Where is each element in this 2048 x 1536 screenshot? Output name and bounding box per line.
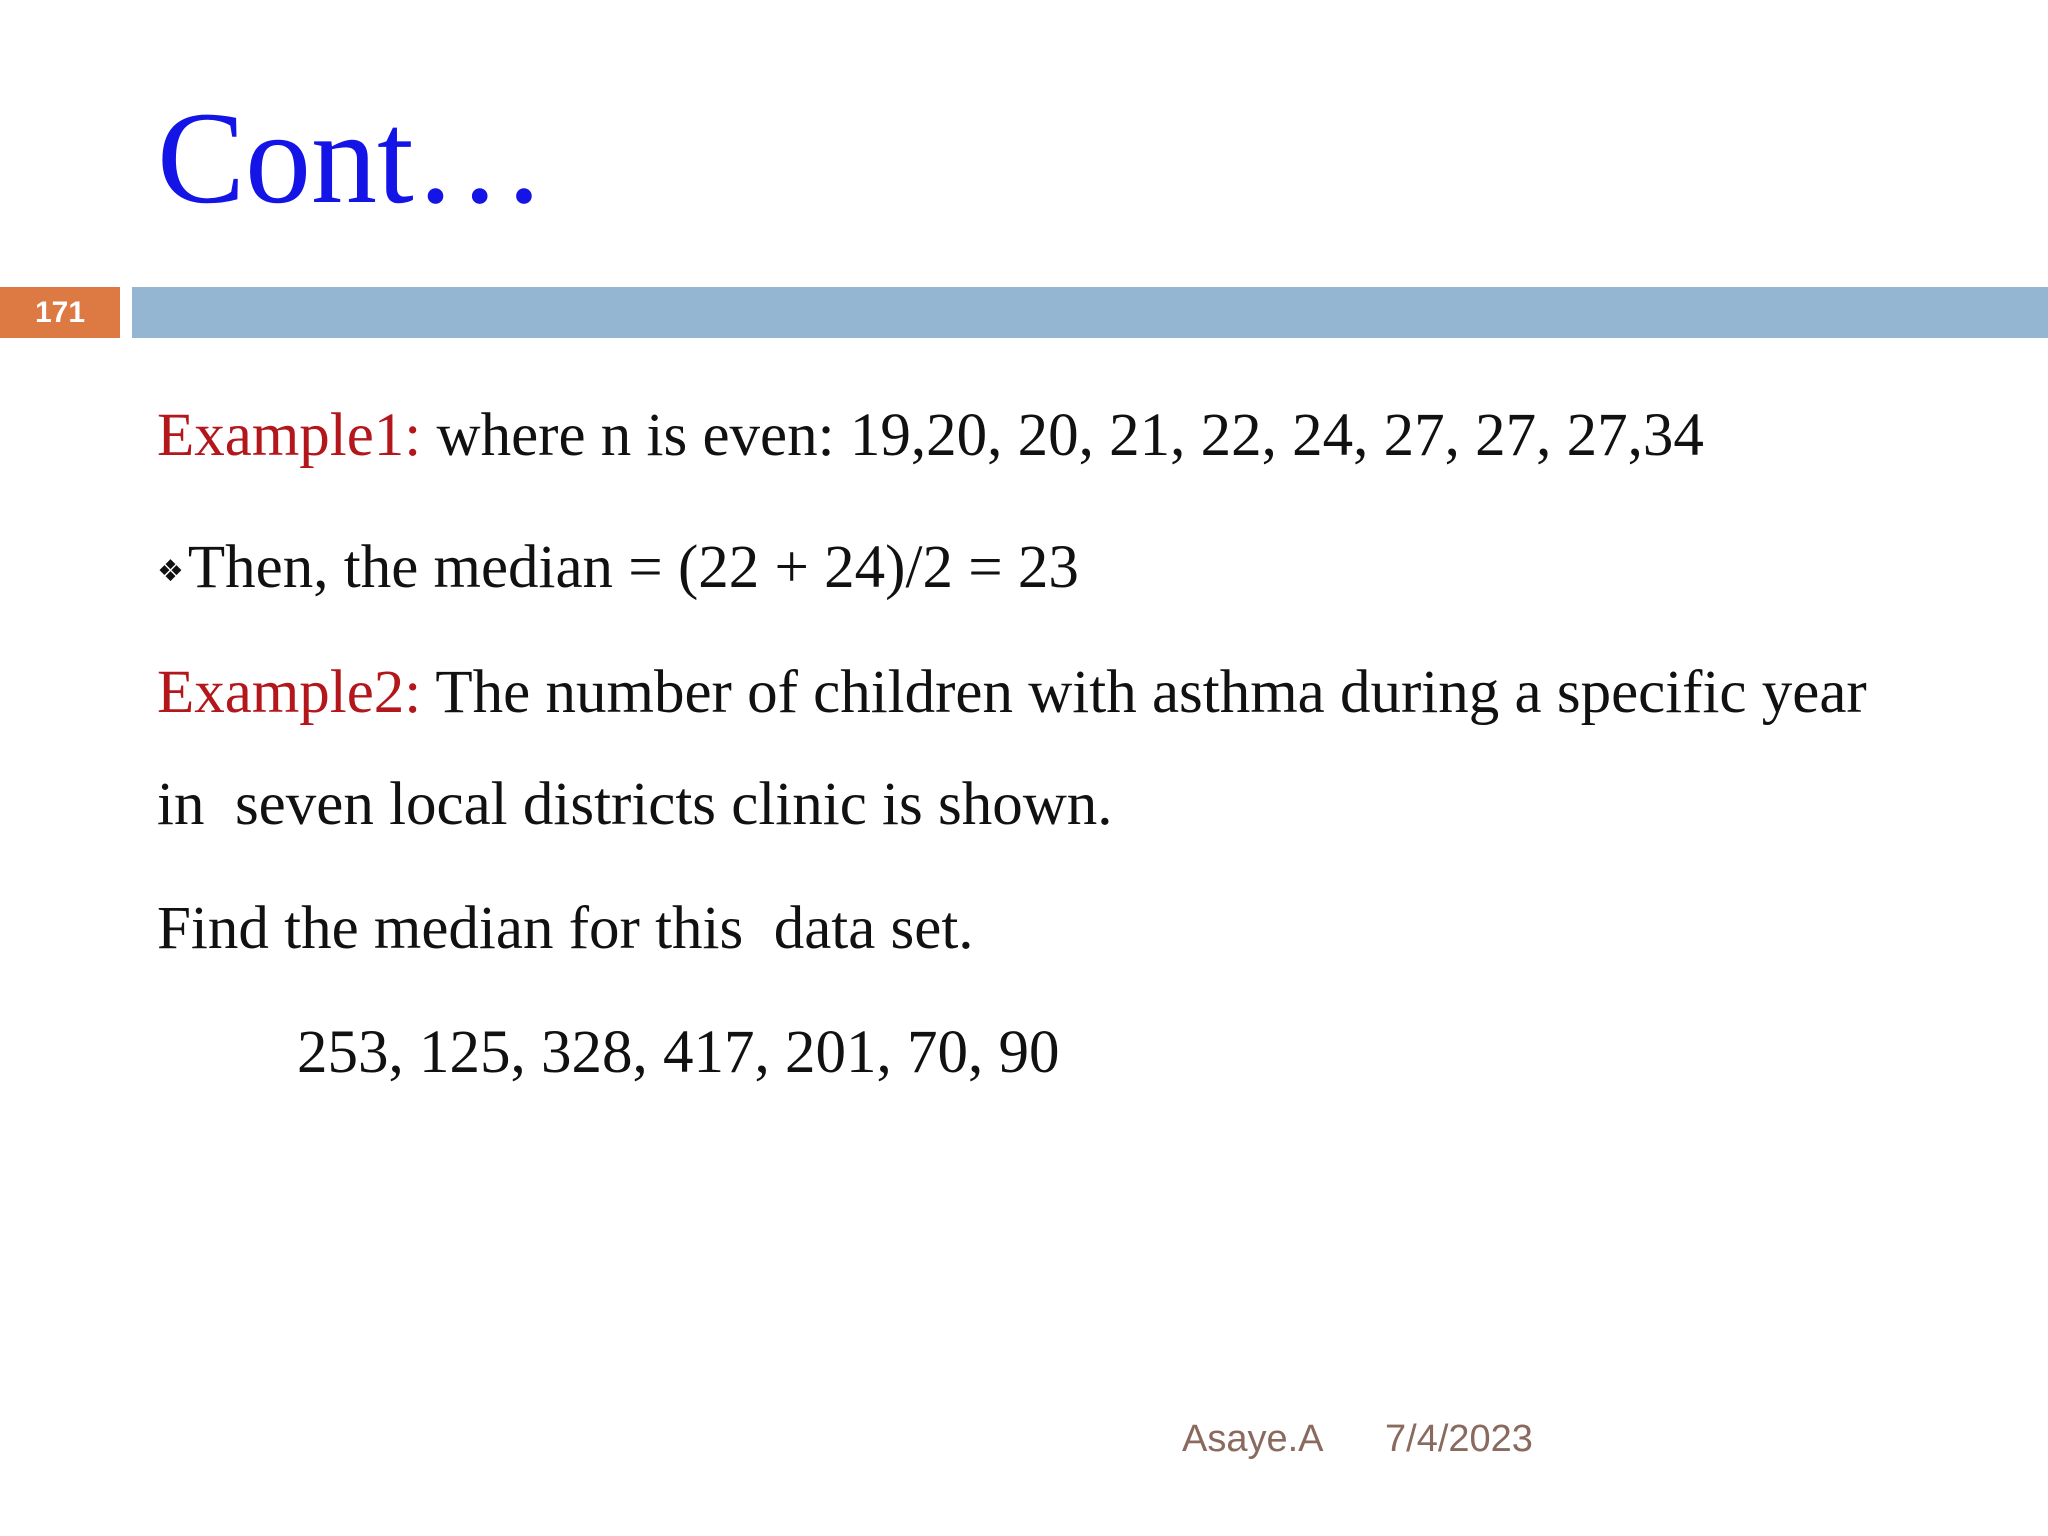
example2-continuation: in seven local districts clinic is shown. xyxy=(157,771,1113,838)
slide-number: 171 xyxy=(0,287,120,338)
data-set-values: 253, 125, 328, 417, 201, 70, 90 xyxy=(297,1019,1060,1086)
median-result-line xyxy=(157,534,1079,601)
example1-text: where n is even: 19,20, 20, 21, 22, 24, 27, 27, 27,34 xyxy=(421,402,1704,469)
diamond-bullet-icon: ❖ xyxy=(157,554,184,589)
example2-line xyxy=(157,659,1867,726)
example2-label: Example2: xyxy=(157,659,422,726)
instruction-text: Find the median for this data set. xyxy=(157,895,974,962)
slide-title: Cont… xyxy=(157,84,546,231)
example1-line xyxy=(157,402,1704,469)
footer-date: 7/4/2023 xyxy=(1385,1418,1533,1460)
header-bar xyxy=(132,287,2048,338)
example1-label: Example1: xyxy=(157,402,422,469)
median-result-text: Then, the median = (22 + 24)/2 = 23 xyxy=(187,534,1079,601)
footer-author: Asaye.A xyxy=(1182,1418,1324,1460)
example2-text: The number of children with asthma during a specific year xyxy=(421,659,1867,726)
